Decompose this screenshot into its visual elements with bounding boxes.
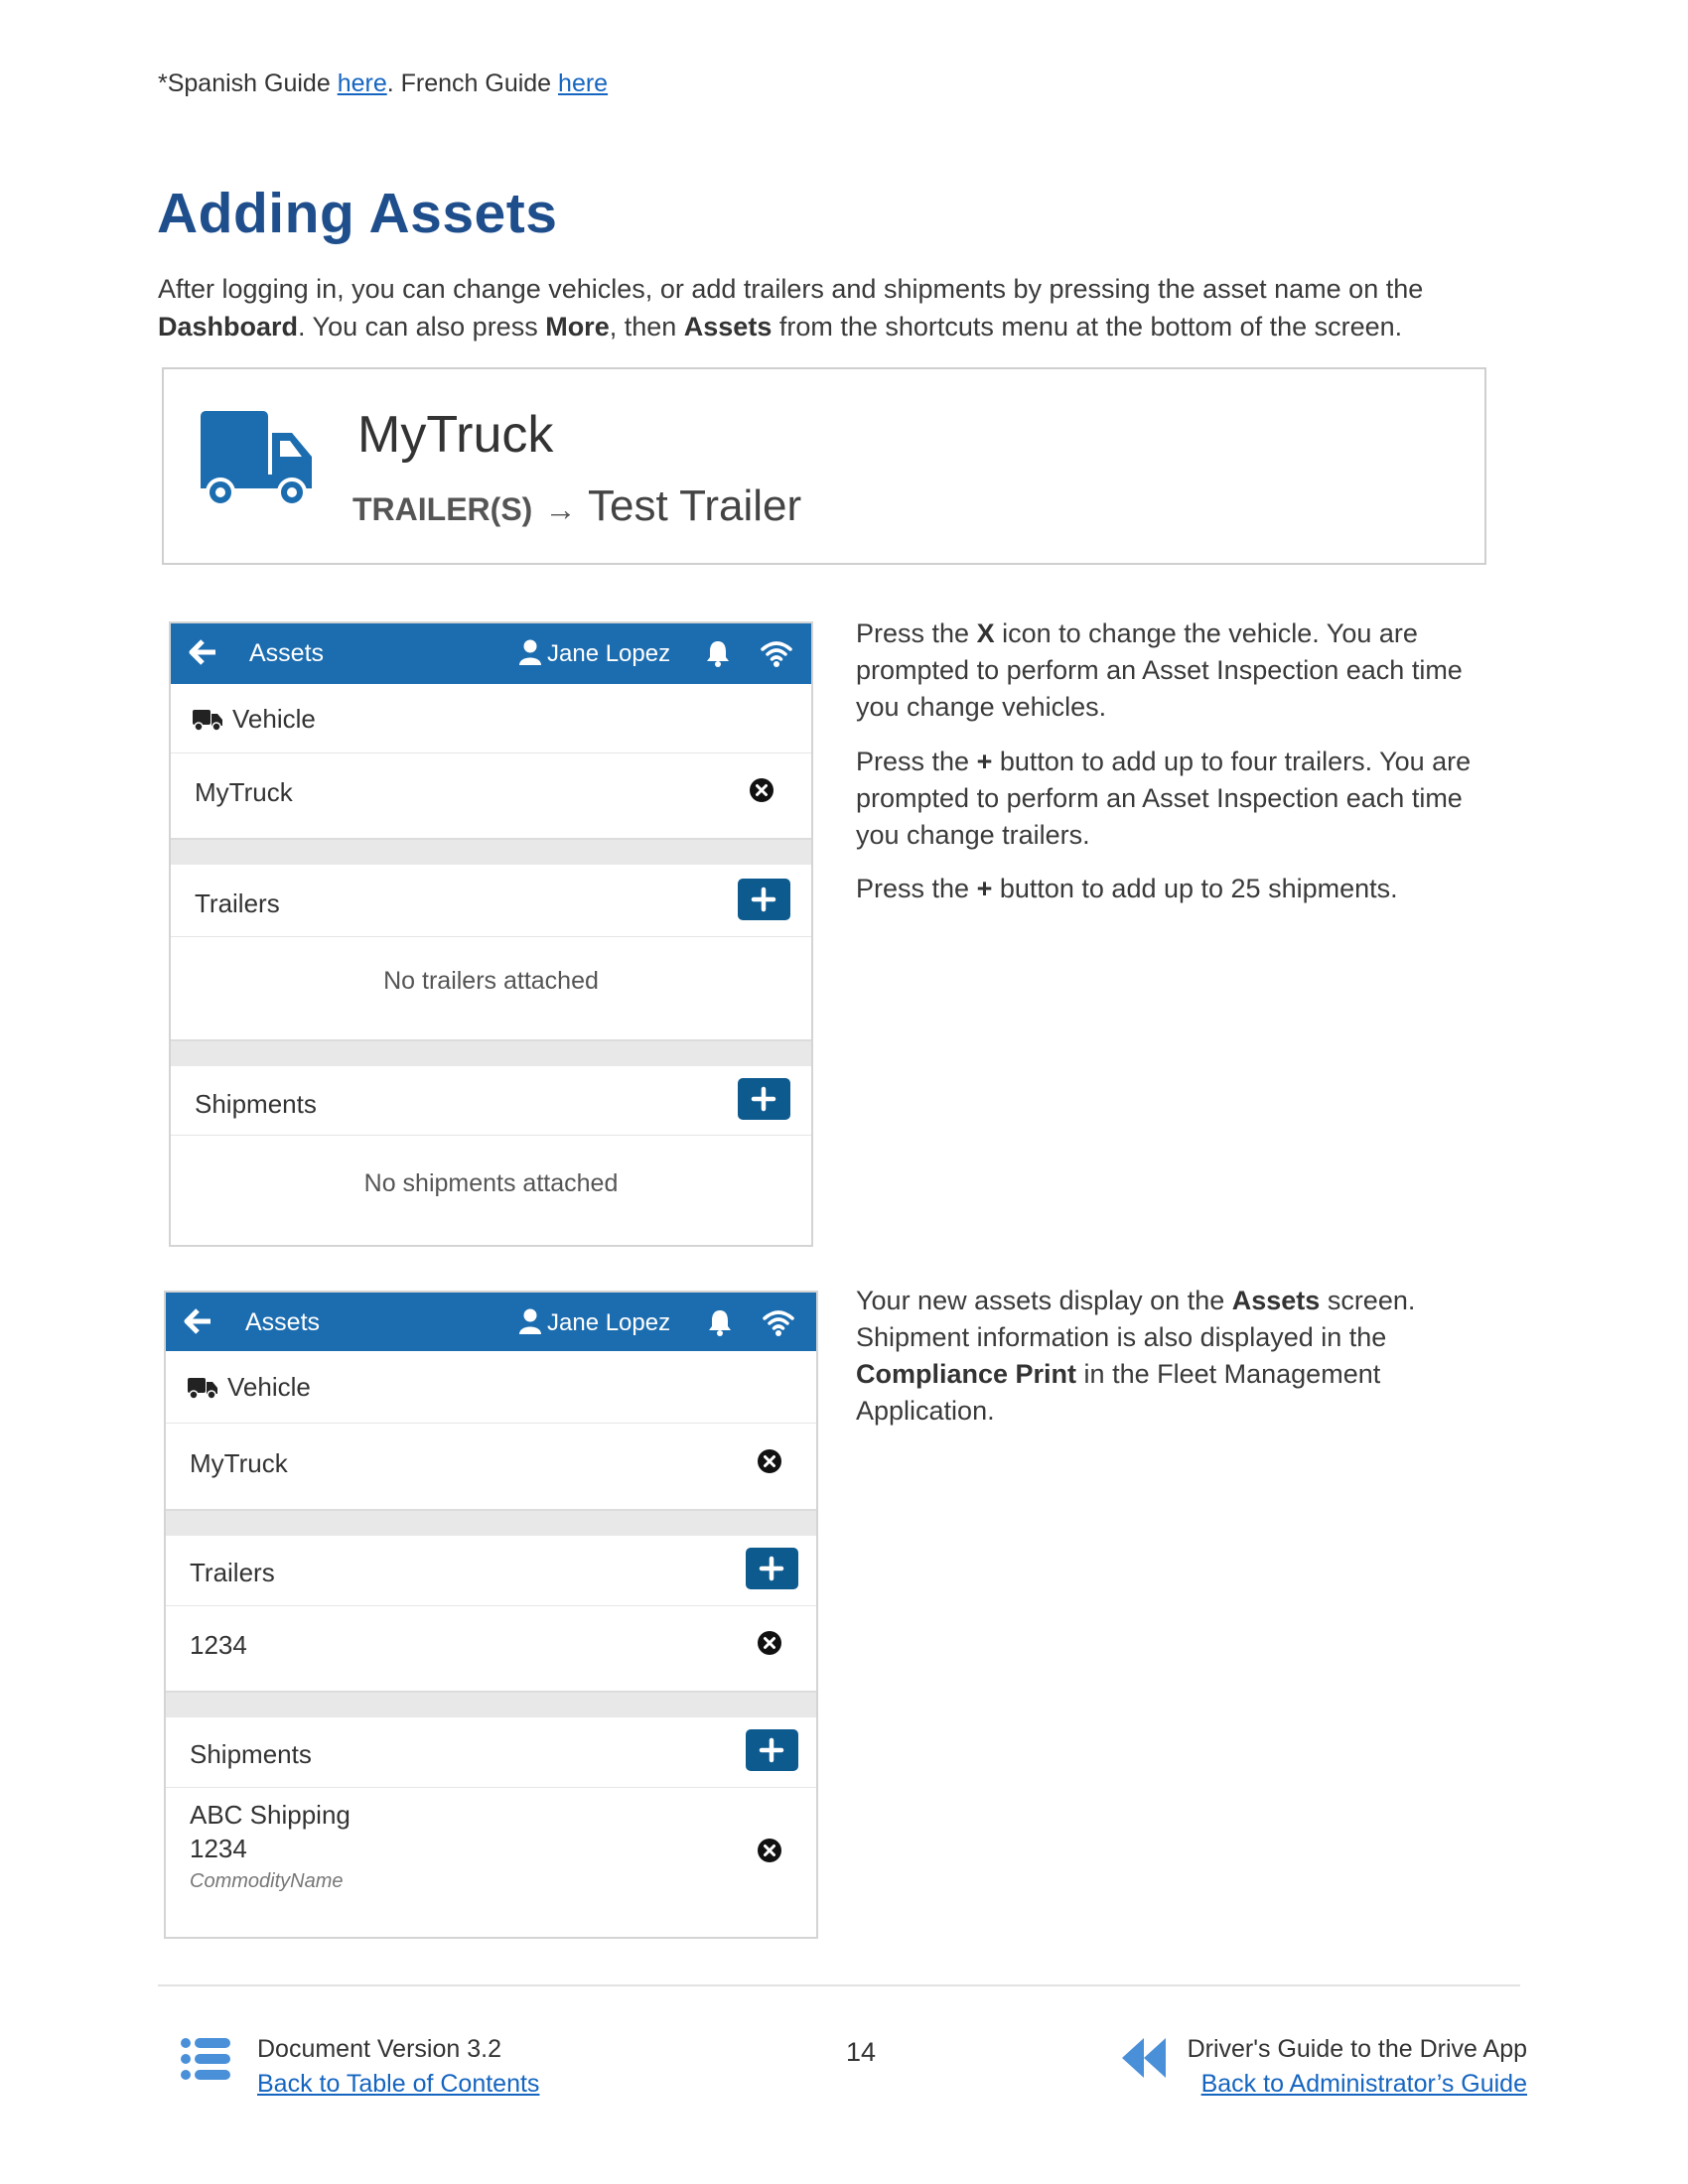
vehicle-name: MyTruck [190,1448,288,1478]
remove-trailer-icon[interactable] [757,1630,782,1656]
french-guide-link[interactable]: here [558,69,609,97]
trailers-header: Trailers [190,1558,275,1587]
remove-vehicle-icon[interactable] [757,1448,782,1474]
add-trailer-button[interactable] [738,879,790,920]
instructions-result [856,1283,1491,1430]
add-shipment-button[interactable] [746,1729,798,1771]
arrow-glyph: → [544,491,577,527]
bold-plus: + [976,874,993,903]
wifi-icon [760,637,793,669]
bell-icon[interactable] [704,638,732,668]
text: Press the [856,874,977,903]
user-menu[interactable] [519,639,670,668]
shipments-section-header [166,1717,816,1788]
bold-plus: + [976,747,993,776]
text: Press the [856,747,977,776]
shipments-section-header [171,1066,811,1136]
instructions-vehicle [856,615,1511,726]
vehicle-name: MyTruck [357,406,554,464]
text: screen. Shipment information is also displayed in the [856,1286,1416,1352]
shipment-commodity: CommodityName [190,1870,344,1892]
wifi-icon [762,1306,795,1338]
trailer-name: Test Trailer [587,481,802,530]
rewind-icon[interactable] [1120,2034,1168,2082]
assets-screen-filled [164,1291,818,1939]
back-to-toc-link[interactable]: Back to Table of Contents [257,2070,540,2098]
section-divider [171,838,811,865]
intro-bold-assets: Assets [683,312,773,341]
truck-icon [188,1376,217,1400]
page-title: Adding Assets [157,182,558,245]
language-guides-note [158,69,608,98]
remove-shipment-icon[interactable] [757,1838,782,1863]
no-trailers-message: No trailers attached [383,967,599,995]
text: Press the [856,618,977,648]
intro-text: After logging in, you can change vehicles, or add trailers and shipments by pressing the asset name on the [158,274,1424,304]
shipments-header: Shipments [195,1089,317,1119]
intro-text: . You can also press [298,312,546,341]
text: Your new assets display on the [856,1286,1232,1315]
bold-x: X [976,618,995,648]
app-bar-title: Assets [245,1308,321,1336]
intro-text: from the shortcuts menu at the bottom of the screen. [772,312,1403,341]
text: icon to change the vehicle. You are prompted to perform an Asset Inspection each time you change vehicles. [856,618,1463,722]
intro-bold-dashboard: Dashboard [158,312,299,341]
plus-icon [758,1555,785,1582]
back-arrow-icon[interactable] [184,1306,213,1336]
intro-text: , then [609,312,684,341]
vehicle-row[interactable] [171,753,811,838]
assets-screen-empty [169,621,813,1247]
app-bar [171,623,811,684]
vehicle-header: Vehicle [227,1372,311,1402]
trailer-row[interactable] [166,1606,816,1691]
add-shipment-button[interactable] [738,1078,790,1120]
note-prefix: *Spanish Guide [158,69,338,97]
text: button to add up to 25 shipments. [992,874,1398,903]
vehicle-section-header [171,684,811,753]
trailers-section-header [166,1536,816,1606]
note-middle: . French Guide [386,69,559,97]
trailers-header: Trailers [195,888,280,918]
guide-title: Driver's Guide to the Drive App [1187,2035,1527,2063]
section-divider [166,1509,816,1536]
bell-icon[interactable] [706,1307,734,1337]
add-trailer-button[interactable] [746,1548,798,1589]
plus-icon [750,886,777,913]
vehicle-section-header [166,1351,816,1424]
trailer-number: 1234 [190,1630,247,1660]
shipment-name: ABC Shipping [190,1800,351,1830]
vehicle-row[interactable] [166,1424,816,1509]
page-number: 14 [846,2037,877,2067]
remove-vehicle-icon[interactable] [749,777,774,803]
shipment-number: 1234 [190,1834,247,1863]
trailer-label: TRAILER(S) [352,491,533,527]
trailers-section-header [171,865,811,937]
user-name: Jane Lopez [547,1309,671,1336]
user-icon [519,639,541,665]
user-name: Jane Lopez [547,640,671,667]
user-icon [519,1308,541,1334]
plus-icon [750,1085,777,1113]
section-divider [171,1039,811,1066]
bold-assets: Assets [1231,1286,1321,1315]
bold-compliance-print: Compliance Print [856,1359,1077,1389]
text: in the Fleet Management Application. [856,1359,1381,1426]
vehicle-name: MyTruck [195,777,293,807]
shipment-row[interactable] [166,1788,816,1927]
trailer-line [352,481,801,531]
vehicle-header: Vehicle [232,704,316,734]
dashboard-asset-banner[interactable] [162,367,1486,565]
user-menu[interactable] [519,1308,670,1337]
back-arrow-icon[interactable] [189,637,218,667]
truck-icon [193,708,222,732]
spanish-guide-link[interactable]: here [337,69,387,97]
back-to-admin-guide-link[interactable]: Back to Administrator’s Guide [1200,2070,1527,2098]
list-icon[interactable] [181,2037,232,2081]
footer-divider [158,1984,1520,1986]
no-shipments-message: No shipments attached [363,1169,619,1197]
instructions-trailers [856,744,1511,854]
plus-icon [758,1736,785,1764]
shipments-header: Shipments [190,1739,312,1769]
truck-icon [197,405,316,514]
intro-bold-more: More [545,312,610,341]
section-divider [166,1691,816,1717]
app-bar [166,1293,816,1351]
app-bar-title: Assets [249,639,325,667]
document-version: Document Version 3.2 [257,2035,501,2063]
instructions-shipments [856,871,1511,907]
intro-paragraph [158,270,1528,345]
text: button to add up to four trailers. You are prompted to perform an Asset Inspection each time you change trailers. [856,747,1472,850]
